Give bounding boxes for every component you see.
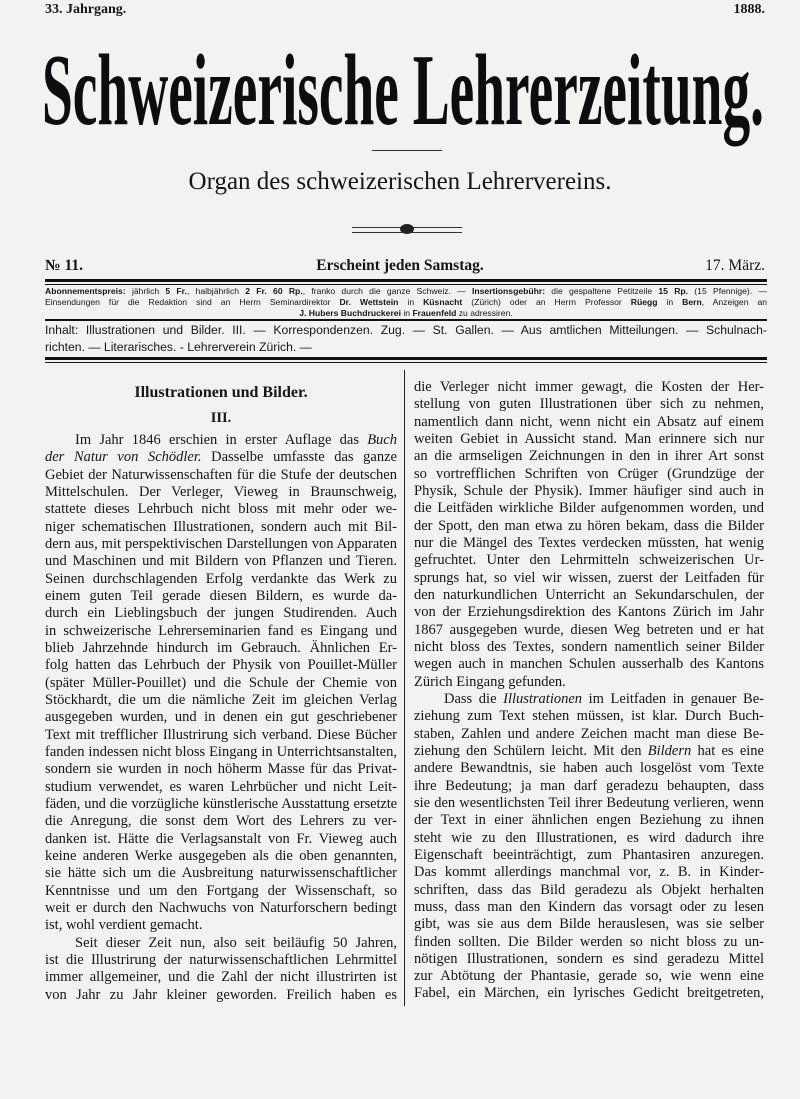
text-segment: so vortrefflichen Schriften von Crüger (Grundzüge der xyxy=(414,465,764,482)
text-line xyxy=(45,813,397,830)
text-line xyxy=(45,969,397,986)
text-segment: (später Müller-Pouillet) und die Schule der Chemie von xyxy=(45,674,397,691)
masthead-title xyxy=(40,28,770,158)
text-line xyxy=(414,691,764,708)
text-segment: dern aus, mit perspektivischen Darstellungen von Apparaten xyxy=(45,535,397,552)
italic-segment: Bildern xyxy=(647,742,692,759)
text-segment: nötigen Illustrationen, sondern es sind geradezu Mittel xyxy=(414,950,764,967)
text-line xyxy=(414,570,764,587)
year-label: 1888. xyxy=(733,2,765,17)
text-segment: wegen auch in manchen Schulen ausserhalb des Kantons xyxy=(414,656,764,673)
rule xyxy=(45,279,767,282)
text-segment: , Anzeigen an xyxy=(701,297,768,307)
text-line xyxy=(45,553,397,570)
text-segment: staben, Zahlen und andere Zeichen macht man diese Be- xyxy=(414,725,764,742)
text-segment: Im Jahr 1846 erschien in erster Auflage das xyxy=(75,432,368,448)
text-line xyxy=(45,432,397,449)
text-segment: keine anderen Werke ausgegeben als die oben genannten, xyxy=(45,847,397,864)
text-segment: in xyxy=(657,297,683,307)
text-segment: Physik, Schule der Physik). Immer häufiger sind auch in xyxy=(414,482,764,499)
text-segment: steht wie zu den Illustrationen, es wird dadurch ihre xyxy=(414,829,764,846)
text-segment: Kenntnisse und um den Fortgang der Wissenschaft, so xyxy=(45,882,397,899)
text-segment: in xyxy=(400,308,413,318)
text-line xyxy=(45,987,397,1004)
text-segment: die gespaltene Petitzeile xyxy=(545,286,659,296)
text-segment: (15 Pfennige). — xyxy=(688,286,767,296)
text-segment: Seit dieser Zeit nun, also seit beiläufig 50 Jahren, xyxy=(75,934,397,951)
text-line xyxy=(45,883,397,900)
text-line xyxy=(414,396,764,413)
text-segment: immer allgemeiner, und die Zahl der nicht illustrirten ist xyxy=(45,969,397,986)
issue-number: № 11. xyxy=(45,257,83,274)
text-segment: ausgegeben wurden, und in denen ein gut geschriebener xyxy=(45,709,397,726)
text-segment: folg hatten das Lehrbuch der Physik von Pouillet-Müller xyxy=(45,657,397,674)
text-segment: namentlich dann nicht, wenn nicht ein Absatz auf einem xyxy=(414,413,764,430)
text-line xyxy=(414,379,764,396)
rule xyxy=(45,284,767,285)
text-segment: Dass die xyxy=(444,690,504,707)
text-line xyxy=(414,656,764,673)
text-line xyxy=(45,571,397,588)
text-segment: hat es eine xyxy=(691,742,764,759)
text-line xyxy=(45,761,397,778)
text-line xyxy=(45,779,397,796)
text-segment: nur die Mängel des Textes verdecken müssten, hat wenig xyxy=(414,534,764,551)
imprint-line xyxy=(45,286,767,297)
bold-segment: Dr. Wettstein xyxy=(339,297,399,307)
text-segment: , franko durch die ganze Schweiz. — xyxy=(302,286,472,296)
text-line xyxy=(414,812,764,829)
text-segment: von der Erziehungsdirektion des Kantons Zürich im Jahr xyxy=(414,604,764,621)
text-line xyxy=(414,726,764,743)
bold-segment: 5 Fr. xyxy=(165,286,187,296)
bold-segment: 15 Rp. xyxy=(658,286,689,296)
text-line xyxy=(45,623,397,640)
text-segment: Gebiet der Naturwissenschaften für die Stufe der deutschen xyxy=(45,466,397,483)
text-segment: Mittelschulen. Der Verleger, Vieweg in Braunschweig, xyxy=(45,483,397,500)
text-line xyxy=(45,501,397,518)
contents-line: richten. — Literarisches. - Lehrerverein Zürich. — xyxy=(45,340,312,354)
text-line xyxy=(414,431,764,448)
bold-segment: Frauenfeld xyxy=(412,308,457,318)
italic-segment: der Natur von Schödler. xyxy=(45,449,202,466)
text-line xyxy=(414,535,764,552)
text-segment: danken ist. Hätte die Verlagsanstalt von Fr. Vieweg auch xyxy=(45,830,397,847)
text-segment: finden sollten. Die Bilder werden so nicht bloss zu un- xyxy=(414,933,764,950)
text-line xyxy=(414,916,764,933)
text-line xyxy=(414,708,764,725)
text-line xyxy=(45,796,397,813)
text-line xyxy=(45,952,397,969)
text-segment: fäden, und die vorzügliche künstlerische Ausstattung ersetzte xyxy=(45,795,397,812)
text-line xyxy=(45,536,397,553)
text-line xyxy=(45,657,397,674)
text-segment: die Leitfäden wirkliche Bilder aufgenommen worden, und xyxy=(414,500,764,517)
text-segment: die Anregung, die sonst dem Wort des Lehrers zu ver- xyxy=(45,813,397,830)
text-segment: den naturkundlichen Unterricht an Sekundarschulen, der xyxy=(414,586,764,603)
text-segment: niger schematischen Illustrationen, sondern auch mit Bil- xyxy=(45,518,397,535)
bold-segment: Küsnacht xyxy=(423,297,463,307)
text-line xyxy=(414,622,764,639)
text-segment: Seinen durchschlagenden Erfolg verdankte das Werk zu xyxy=(45,570,397,587)
text-segment: Zürich Eingang gefunden. xyxy=(414,673,566,690)
text-segment: durch ein Lieblingsbuch der jungen Studirenden. Auch xyxy=(45,605,397,622)
text-segment: sondern sie wurden in noch höherm Masse für das Privat- xyxy=(45,761,397,778)
text-segment: Eigenschaft beeinträchtigt, zum Phantasiren anzuregen. xyxy=(414,846,764,863)
text-segment: einem guten Teil gerade diesen Bildern, es wurde da- xyxy=(45,587,397,604)
text-line xyxy=(45,449,397,466)
text-line xyxy=(45,519,397,536)
text-segment: weiten Gebiet in Aussicht stand. Man erinnere sich nur xyxy=(414,430,764,447)
text-line xyxy=(414,882,764,899)
text-line xyxy=(414,968,764,985)
text-line xyxy=(414,847,764,864)
contents xyxy=(45,322,767,356)
text-line xyxy=(414,500,764,517)
text-line xyxy=(45,709,397,726)
article-part: III. xyxy=(210,410,232,426)
text-line xyxy=(45,484,397,501)
masthead-title-text: Schweizerische Lehrerzeitung. xyxy=(42,33,764,147)
text-segment: Text mit trefflicher Illustrirung sich verband. Diese Bücher xyxy=(45,726,397,743)
article-title: Illustrationen und Bilder. xyxy=(134,384,308,401)
text-segment: nicht bloss des Textes, sondern namentlich seiner Bilder xyxy=(414,638,764,655)
text-segment: zu adressiren. xyxy=(456,308,513,318)
text-segment: muss, dass man den Kindern das vorsagt oder zu lesen xyxy=(414,898,764,915)
bold-segment: Rüegg xyxy=(630,297,658,307)
subtitle: Organ des schweizerischen Lehrervereins. xyxy=(188,168,612,195)
text-segment: ist, wohl verdient gemacht. xyxy=(45,917,203,934)
text-line xyxy=(414,934,764,951)
imprint-line xyxy=(45,297,767,308)
text-segment: in xyxy=(398,297,424,307)
text-segment: studium verwendet, es waren Lehrbücher und nicht Leit- xyxy=(45,778,397,795)
text-line xyxy=(414,864,764,881)
text-line xyxy=(45,588,397,605)
text-segment: die Verleger nicht immer gewagt, die Kosten der Her- xyxy=(414,379,764,395)
text-line xyxy=(45,467,397,484)
text-segment: (Zürich) oder an Herrn Professor xyxy=(462,297,631,307)
text-segment: gefruchtet. Unter den Lehrmitteln schweizerischen Ur- xyxy=(414,552,764,569)
text-line xyxy=(414,414,764,431)
text-segment: weit er durch den Nachwuchs von Naturforschern bedingt xyxy=(45,899,397,916)
column-divider xyxy=(404,370,405,1006)
text-line xyxy=(414,639,764,656)
imprint-line xyxy=(45,308,767,319)
text-line xyxy=(45,900,397,917)
text-segment: Stöckhardt, die um die nämliche Zeit im gleichen Verlag xyxy=(45,691,397,708)
text-line xyxy=(45,848,397,865)
text-line xyxy=(45,640,397,657)
bold-segment: 2 Fr. 60 Rp. xyxy=(245,286,303,296)
text-segment: im Leitfaden in genauer Be- xyxy=(582,690,764,707)
text-segment: fanden indessen nicht bloss Eingang in Unterrichtsanstalten, xyxy=(45,743,397,760)
text-segment: andere Bewandtnis, sie haben auch losgelöst vom Texte xyxy=(414,760,764,777)
text-line xyxy=(45,605,397,622)
text-segment: ziehung zum Text stehen müssen, ist klar. Durch Buch- xyxy=(414,708,764,725)
text-segment: schriften, dass das Bild geradezu als Objekt herhalten xyxy=(414,881,764,898)
text-line xyxy=(414,448,764,465)
imprint xyxy=(45,286,767,319)
text-segment: von Jahr zu Jahr kleiner geworden. Freilich haben es xyxy=(45,986,397,1003)
text-line xyxy=(414,552,764,569)
text-line xyxy=(45,692,397,709)
ornament-divider xyxy=(372,150,442,151)
contents-line: Inhalt: Illustrationen und Bilder. III. — Korrespondenzen. Zug. — St. Gallen. — Aus amtlichen Mitteilungen. — Schulnach- xyxy=(45,323,767,337)
text-segment: jährlich xyxy=(125,286,166,296)
text-line xyxy=(414,830,764,847)
text-segment: und Maschinen und mit Bildern von Pflanzen und Tieren. xyxy=(45,553,397,570)
text-segment: gibt, was sie aus dem Bilde herauslesen, was sie selber xyxy=(414,916,764,933)
text-segment: der Text in einer ähnlichen engen Beziehung zu ihnen xyxy=(414,812,764,829)
text-segment: 1867 ausgegeben wurde, diesen Weg betreten und er hat xyxy=(414,621,764,638)
text-line xyxy=(414,760,764,777)
text-segment: in schweizerische Lehrerseminarien fand es Eingang und xyxy=(45,622,397,639)
text-segment: ihre Bedeutung; ja man darf geradezu behaupten, dass xyxy=(414,777,764,794)
text-line xyxy=(414,604,764,621)
volume-label: 33. Jahrgang. xyxy=(45,2,127,17)
text-segment: sie hätte sich um die Ausbreitung naturwissenschaftlicher xyxy=(45,865,397,882)
issue-date: 17. März. xyxy=(705,257,765,274)
frequency: Erscheint jeden Samstag. xyxy=(316,257,484,274)
text-line xyxy=(45,831,397,848)
bold-segment: Insertionsgebühr: xyxy=(472,286,546,296)
text-line xyxy=(45,935,397,952)
bold-segment: J. Hubers Buchdruckerei xyxy=(299,308,401,318)
text-segment: sprungs hat, so viel wir wissen, zuerst der Leitfaden für xyxy=(414,569,764,586)
text-line xyxy=(414,587,764,604)
text-line xyxy=(414,743,764,760)
rule xyxy=(45,362,767,363)
text-segment: , halbjährlich xyxy=(186,286,246,296)
column-right xyxy=(414,379,764,1003)
italic-segment: Buch xyxy=(367,432,397,448)
text-segment: Einsendungen für die Redaktion sind an Herrn Seminardirektor xyxy=(45,297,340,307)
text-segment: ziehung den Schülern leicht. Mit den xyxy=(414,742,648,759)
text-segment: stattete dieses Lehrbuch nicht bloss mit mehr oder we- xyxy=(45,501,397,518)
text-line xyxy=(45,727,397,744)
text-segment: Fabel, ein Märchen, ein lyrisches Gedicht breitgetreten, xyxy=(414,985,764,1002)
text-line xyxy=(414,674,764,691)
text-line xyxy=(414,778,764,795)
bold-segment: Bern xyxy=(682,297,702,307)
text-line xyxy=(414,795,764,812)
text-segment: ist die Illustrirung der naturwissenschaftlichen Lehrmittel xyxy=(45,951,397,968)
text-segment: sie den wesentlichsten Teil ihrer Bedeutung verlieren, wenn xyxy=(414,794,764,811)
text-line xyxy=(414,951,764,968)
text-line xyxy=(414,483,764,500)
bold-segment: Abonnementspreis: xyxy=(45,286,126,296)
text-line xyxy=(414,899,764,916)
text-line xyxy=(45,744,397,761)
text-segment: an die armseligen Zeichnungen in den in ihrer Art sonst xyxy=(414,448,764,465)
text-segment: blieb Jahrzehnde hindurch im Gebrauch. Ähnlichen Er- xyxy=(45,639,397,656)
text-line xyxy=(45,917,397,934)
text-line xyxy=(414,466,764,483)
rule xyxy=(45,357,767,360)
italic-segment: Illustrationen xyxy=(503,690,583,707)
column-left xyxy=(45,432,397,1004)
text-segment: der Spott, den man etwa zu hören bekam, dass die Bilder xyxy=(414,517,764,534)
rule xyxy=(45,319,767,321)
text-line xyxy=(414,985,764,1002)
text-line xyxy=(45,675,397,692)
text-segment: zur Abtötung der Phantasie, gerade so, wie wenn eine xyxy=(414,968,764,985)
ornament-icon xyxy=(400,224,414,234)
text-segment: stellung von guten Illustrationen über sich zu nehmen, xyxy=(414,396,764,413)
text-line xyxy=(414,518,764,535)
text-line xyxy=(45,865,397,882)
text-segment: Das kommt allerdings manchmal vor, z. B. in Kinder- xyxy=(414,864,764,881)
text-segment: Dasselbe umfasste das ganze xyxy=(201,449,397,466)
